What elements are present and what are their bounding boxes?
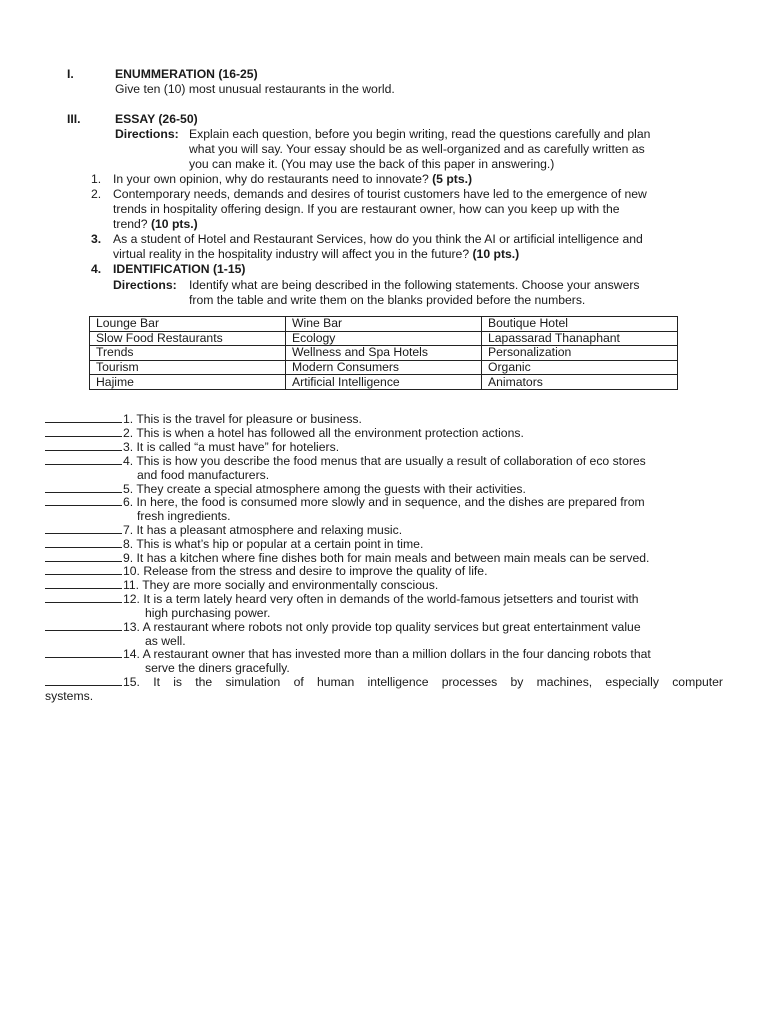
question-3-line-1: As a student of Hotel and Restaurant Services, how do you think the AI or artificial intelligence and	[113, 232, 643, 246]
identification-item-8	[45, 537, 423, 551]
identification-item-13	[45, 620, 641, 634]
table-cell: Tourism	[90, 360, 286, 375]
table-row	[90, 360, 678, 375]
table-cell: Personalization	[482, 346, 678, 361]
section-3-heading: ESSAY (26-50)	[115, 112, 198, 126]
identification-item-2	[45, 426, 524, 440]
identification-item-12-continued: high purchasing power.	[145, 606, 271, 620]
item-text: 6. In here, the food is consumed more slowly and in sequence, and the dishes are prepared from	[123, 495, 645, 509]
table-cell: Organic	[482, 360, 678, 375]
answer-choices-table	[89, 316, 678, 390]
identification-item-5	[45, 482, 526, 496]
identification-item-4-continued: and food manufacturers.	[137, 468, 270, 482]
question-3-line-2	[113, 247, 519, 261]
identification-directions-line-1: Identify what are being described in the following statements. Choose your answers	[189, 278, 640, 292]
item-text: 11. They are more socially and environmentally conscious.	[123, 578, 439, 592]
table-cell: Wellness and Spa Hotels	[286, 346, 482, 361]
table-cell: Ecology	[286, 331, 482, 346]
identification-item-3	[45, 440, 339, 454]
table-cell: Hajime	[90, 375, 286, 390]
table-row	[90, 375, 678, 390]
identification-item-12	[45, 592, 639, 606]
answer-blank[interactable]	[45, 578, 122, 589]
directions-line-1: Explain each question, before you begin writing, read the questions carefully and plan	[189, 127, 651, 141]
item-text: 2. This is when a hotel has followed all the environment protection actions.	[123, 426, 524, 440]
identification-item-4	[45, 454, 646, 468]
identification-item-15-continued: systems.	[45, 689, 94, 703]
identification-item-7	[45, 523, 402, 537]
section-1-text: Give ten (10) most unusual restaurants in the world.	[115, 82, 395, 96]
question-2-line-3-text: trend?	[113, 217, 148, 231]
answer-blank[interactable]	[45, 564, 122, 575]
section-4-heading: IDENTIFICATION (1-15)	[113, 262, 246, 276]
identification-item-15	[45, 675, 723, 689]
question-3-number: 3.	[91, 232, 102, 246]
item-text: 12. It is a term lately heard very often in demands of the world-famous jetsetters and tourist with	[123, 592, 639, 606]
identification-item-11	[45, 578, 438, 592]
table-cell: Lapassarad Thanaphant	[482, 331, 678, 346]
section-4-number: 4.	[91, 262, 102, 276]
question-1	[113, 172, 472, 186]
item-text: 4. This is how you describe the food menus that are usually a result of collaboration of eco stores	[123, 454, 646, 468]
item-text: 9. It has a kitchen where fine dishes both for main meals and between main meals can be served.	[123, 551, 650, 565]
table-cell: Slow Food Restaurants	[90, 331, 286, 346]
answer-blank[interactable]	[45, 647, 122, 658]
item-text: 3. It is called “a must have” for hoteliers.	[123, 440, 340, 454]
answer-blank[interactable]	[45, 675, 122, 686]
question-2-number: 2.	[91, 187, 102, 201]
answer-blank[interactable]	[45, 454, 122, 465]
item-text: 13. A restaurant where robots not only provide top quality services but great entertainment value	[123, 620, 641, 634]
answer-blank[interactable]	[45, 412, 122, 423]
table-cell: Artificial Intelligence	[286, 375, 482, 390]
answer-blank[interactable]	[45, 426, 122, 437]
identification-item-13-continued: as well.	[145, 634, 186, 648]
answer-blank[interactable]	[45, 592, 122, 603]
directions-label: Directions:	[115, 127, 179, 141]
question-2-line-1: Contemporary needs, demands and desires of tourist customers have led to the emergence of new	[113, 187, 647, 201]
answer-blank[interactable]	[45, 620, 122, 631]
identification-item-10	[45, 564, 487, 578]
identification-item-6-continued: fresh ingredients.	[137, 509, 231, 523]
identification-directions-line-2: from the table and write them on the blanks provided before the numbers.	[189, 293, 586, 307]
question-3-points: (10 pts.)	[472, 247, 520, 261]
table-cell: Boutique Hotel	[482, 317, 678, 332]
question-1-points: (5 pts.)	[432, 172, 473, 186]
item-text: 5. They create a special atmosphere among the guests with their activities.	[123, 482, 526, 496]
item-text: 14. A restaurant owner that has invested more than a million dollars in the four dancing robots that	[123, 647, 651, 661]
identification-item-9	[45, 551, 649, 565]
identification-item-14-continued: serve the diners gracefully.	[145, 661, 290, 675]
question-2-points: (10 pts.)	[150, 217, 198, 231]
question-2-line-2: trends in hospitality offering design. If you are restaurant owner, how can you keep up with the	[113, 202, 620, 216]
table-cell: Trends	[90, 346, 286, 361]
item-text: 15. It is the simulation of human intelligence processes by machines, especially computer	[123, 675, 723, 689]
section-1-numeral: I.	[67, 67, 74, 81]
table-cell: Animators	[482, 375, 678, 390]
question-3-line-2-text: virtual reality in the hospitality industry will affect you in the future?	[113, 247, 470, 261]
answer-blank[interactable]	[45, 495, 122, 506]
identification-directions-label: Directions:	[113, 278, 177, 292]
directions-line-3: you can make it. (You may use the back of this paper in answering.)	[189, 157, 555, 171]
table-cell: Wine Bar	[286, 317, 482, 332]
table-row	[90, 346, 678, 361]
section-3-numeral: III.	[67, 112, 81, 126]
item-text: 7. It has a pleasant atmosphere and relaxing music.	[123, 523, 403, 537]
table-cell: Lounge Bar	[90, 317, 286, 332]
identification-item-14	[45, 647, 651, 661]
item-text: 8. This is what’s hip or popular at a certain point in time.	[123, 537, 424, 551]
directions-line-2: what you will say. Your essay should be as well-organized and as carefully written as	[189, 142, 645, 156]
table-cell: Modern Consumers	[286, 360, 482, 375]
item-text: 1. This is the travel for pleasure or business.	[123, 412, 362, 426]
answer-blank[interactable]	[45, 537, 122, 548]
answer-blank[interactable]	[45, 482, 122, 493]
section-1-heading: ENUMMERATION (16-25)	[115, 67, 258, 81]
answer-blank[interactable]	[45, 551, 122, 562]
answer-blank[interactable]	[45, 523, 122, 534]
identification-item-1	[45, 412, 362, 426]
identification-item-6	[45, 495, 645, 509]
table-row	[90, 317, 678, 332]
answer-blank[interactable]	[45, 440, 122, 451]
question-1-number: 1.	[91, 172, 102, 186]
question-1-text: In your own opinion, why do restaurants need to innovate?	[113, 172, 429, 186]
table-row	[90, 331, 678, 346]
item-text: 10. Release from the stress and desire to improve the quality of life.	[123, 564, 488, 578]
question-2-line-3	[113, 217, 198, 231]
